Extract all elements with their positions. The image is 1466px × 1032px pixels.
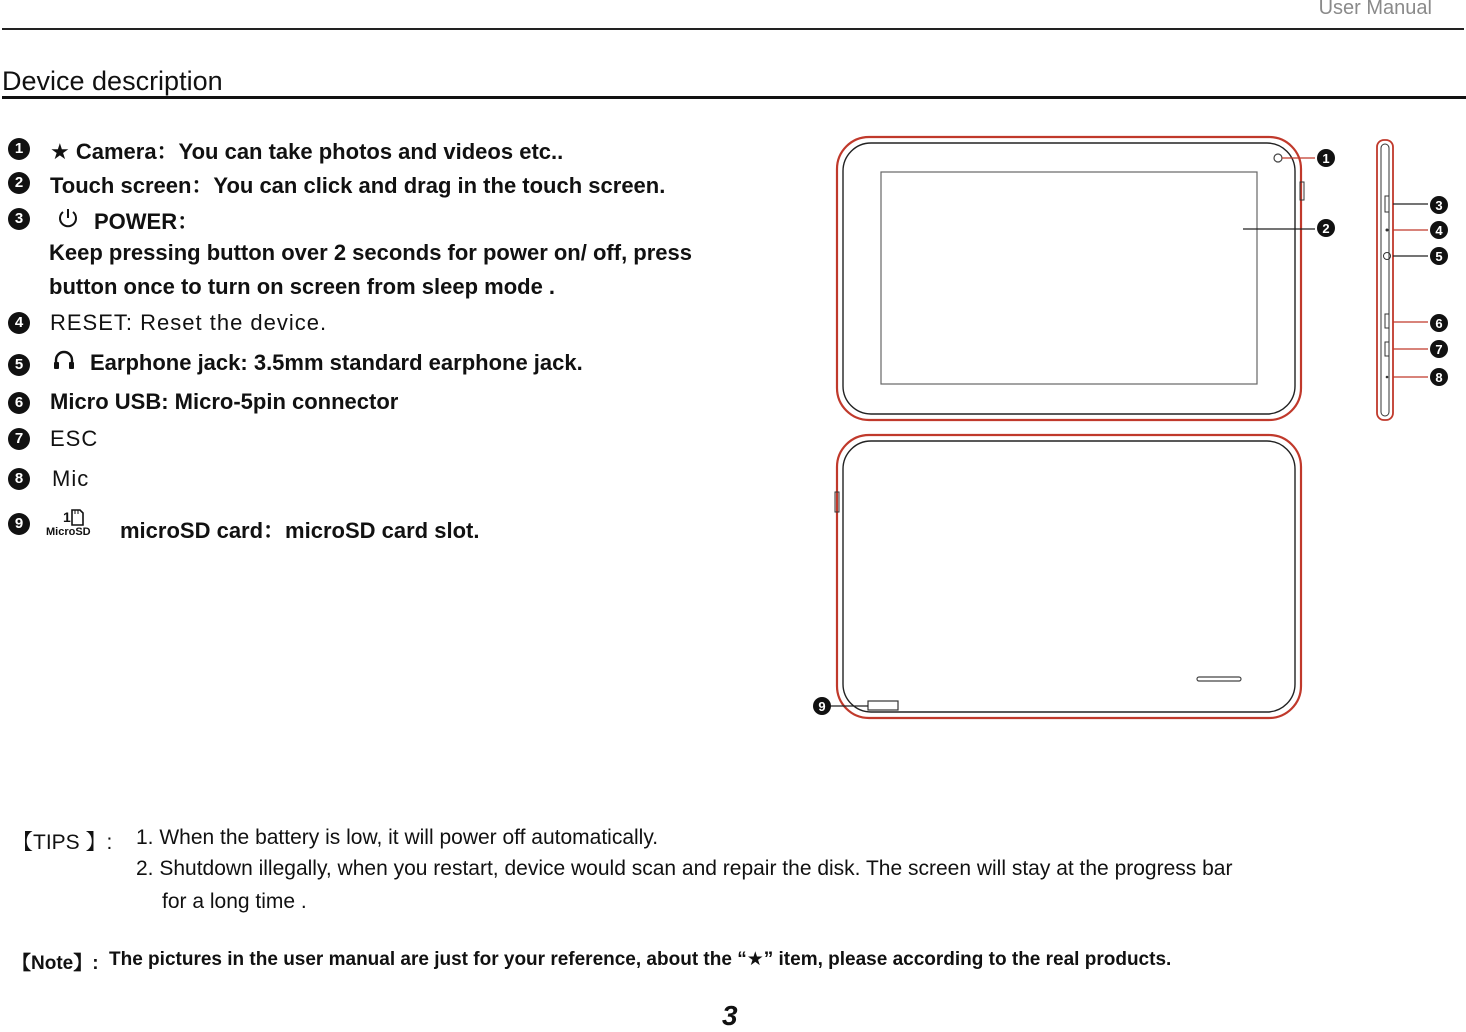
callout-1: 1 [1322, 151, 1330, 166]
tablet-side-outline [1377, 140, 1393, 420]
item-number-3: 3 [8, 208, 30, 230]
item-power-detail-1: Keep pressing button over 2 seconds for power on/ off, press [49, 240, 692, 265]
section-rule [2, 96, 1466, 99]
tips-label: 【TIPS 】: [12, 831, 113, 854]
item-reset: RESET: Reset the device. [50, 310, 328, 335]
headphone-icon [52, 349, 76, 371]
callout-8: 8 [1435, 370, 1443, 385]
item-power-detail-2: button once to turn on screen from sleep mode . [49, 274, 556, 299]
item-number-2: 2 [8, 172, 30, 194]
item-micro-usb: Micro USB: Micro-5pin connector [50, 389, 399, 414]
callout-6: 6 [1435, 316, 1443, 331]
callout-9: 9 [818, 699, 826, 714]
callout-5: 5 [1435, 249, 1443, 264]
item-number-8: 8 [8, 468, 30, 490]
svg-text:1: 1 [63, 509, 71, 525]
tablet-screen [881, 172, 1257, 384]
note-text: The pictures in the user manual are just for your reference, about the “★” item, please according to the real products. [109, 949, 1172, 970]
item-earphone: Earphone jack: 3.5mm standard earphone jack. [90, 350, 583, 375]
tablet-front-outline [837, 137, 1301, 420]
callout-2: 2 [1322, 221, 1330, 236]
item-microsd: microSD card：microSD card slot. [120, 518, 480, 543]
item-number-9: 9 [8, 513, 30, 535]
item-touch-screen: Touch screen：You can click and drag in the touch screen. [50, 173, 666, 198]
item-mic: Mic [52, 466, 90, 491]
item-camera: ★ Camera：You can take photos and videos etc.. [50, 139, 564, 164]
microsd-slot [868, 701, 898, 710]
item-number-1: 1 [8, 138, 30, 160]
speaker-grille [1197, 677, 1241, 681]
callout-4: 4 [1435, 223, 1443, 238]
item-number-7: 7 [8, 428, 30, 450]
tablet-back-inner [843, 441, 1295, 712]
item-number-5: 5 [8, 354, 30, 376]
item-esc: ESC [50, 426, 99, 451]
tips-line-1: 1. When the battery is low, it will power off automatically. [136, 826, 659, 849]
callout-3: 3 [1435, 198, 1443, 213]
item-number-6: 6 [8, 392, 30, 414]
tablet-back-outline [837, 435, 1301, 718]
camera-lens [1274, 154, 1282, 162]
tips-line-2: 2. Shutdown illegally, when you restart, device would scan and repair the disk. The screen will stay at the progress bar [136, 857, 1233, 880]
header-label: User Manual [1318, 0, 1432, 19]
callout-7: 7 [1435, 342, 1443, 357]
note-label: 【Note】: [12, 953, 99, 974]
page-number: 3 [722, 1000, 738, 1031]
header-rule [2, 28, 1464, 30]
tablet-front-inner [843, 143, 1295, 414]
tablet-diagram [800, 120, 1460, 735]
power-icon [56, 206, 80, 230]
tablet-side-inner [1381, 144, 1389, 416]
tips-line-3: for a long time . [162, 890, 307, 913]
section-title: Device description [2, 66, 223, 96]
microsd-icon: 1 MicroSD [46, 509, 91, 538]
item-power: POWER： [94, 209, 200, 234]
item-number-4: 4 [8, 312, 30, 334]
